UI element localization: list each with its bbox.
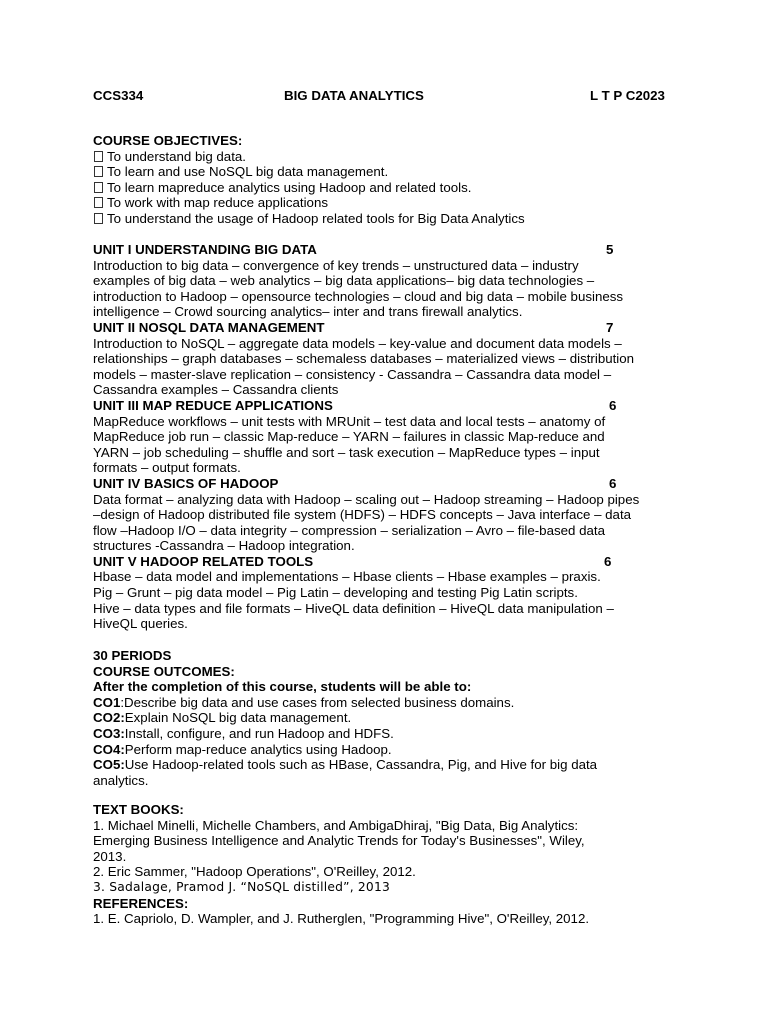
- unit-title: UNIT V HADOOP RELATED TOOLS: [93, 553, 314, 569]
- outcome-item: CO3:Install, configure, and run Hadoop and HDFS.: [93, 725, 394, 741]
- unit-line: –design of Hadoop distributed file system (HDFS) – HDFS concepts – Java interface – data: [93, 507, 632, 523]
- outcome-item: CO5:Use Hadoop-related tools such as HBase, Cassandra, Pig, and Hive for big data: [93, 757, 598, 773]
- unit-hours: 7: [606, 319, 614, 335]
- total-periods: 30 PERIODS: [93, 648, 172, 663]
- unit-line: introduction to Hadoop – opensource technologies – cloud and big data – mobile business: [93, 288, 624, 304]
- unit-heading: [93, 476, 693, 492]
- bullet-box-icon: [94, 166, 103, 177]
- unit-line: HiveQL queries.: [93, 616, 188, 632]
- text-book-line: Emerging Business Intelligence and Analytic Trends for Today's Businesses", Wiley,: [93, 833, 585, 849]
- unit-line: examples of big data – web analytics – big data applications– big data technologies –: [93, 273, 595, 289]
- objectives-heading: COURSE OBJECTIVES:: [93, 133, 243, 148]
- outcome-continuation: analytics.: [93, 772, 149, 788]
- unit-block: [93, 398, 693, 476]
- course-objectives: [93, 133, 693, 227]
- text-book-line: 3. Sadalage, Pramod J. “NoSQL distilled”, 2013: [93, 879, 391, 894]
- unit-heading: [93, 398, 693, 414]
- bullet-box-icon: [94, 151, 103, 162]
- units-section: [93, 242, 693, 632]
- unit-line: Hbase – data model and implementations – Hbase clients – Hbase examples – praxis.: [93, 569, 601, 585]
- outcome-item: CO4:Perform map-reduce analytics using Hadoop.: [93, 741, 392, 757]
- objective-item: To understand the usage of Hadoop related tools for Big Data Analytics: [93, 211, 693, 227]
- objective-item: To understand big data.: [93, 149, 693, 165]
- unit-line: MapReduce workflows – unit tests with MRUnit – test data and local tests – anatomy of: [93, 413, 606, 429]
- outcomes-heading: COURSE OUTCOMES:: [93, 663, 235, 679]
- course-title: BIG DATA ANALYTICS: [284, 88, 424, 103]
- unit-line: flow –Hadoop I/O – data integrity – compression – serialization – Avro – file-based data: [93, 522, 605, 538]
- unit-line: Hive – data types and file formats – HiveQL data definition – HiveQL data manipulation –: [93, 600, 614, 616]
- outcomes-intro: After the completion of this course, students will be able to:: [93, 679, 472, 695]
- unit-hours: 6: [609, 475, 617, 491]
- unit-block: [93, 242, 693, 320]
- bullet-box-icon: [94, 182, 103, 193]
- unit-block: [93, 554, 693, 632]
- unit-heading: [93, 554, 693, 570]
- outcome-item: CO1:Describe big data and use cases from selected business domains.: [93, 694, 515, 710]
- objective-item: To learn mapreduce analytics using Hadoop and related tools.: [93, 180, 693, 196]
- text-book-line: 1. Michael Minelli, Michelle Chambers, and AmbigaDhiraj, "Big Data, Big Analytics:: [93, 817, 579, 833]
- course-outcomes: [93, 648, 693, 788]
- unit-hours: 6: [604, 553, 612, 569]
- text-books: [93, 802, 693, 927]
- unit-line: Introduction to big data – convergence of key trends – unstructured data – industry: [93, 257, 579, 273]
- unit-line: Pig – Grunt – pig data model – Pig Latin – developing and testing Pig Latin scripts.: [93, 585, 578, 601]
- unit-hours: 6: [609, 397, 617, 413]
- unit-heading: [93, 320, 693, 336]
- unit-title: UNIT III MAP REDUCE APPLICATIONS: [93, 397, 333, 413]
- unit-line: Cassandra examples – Cassandra clients: [93, 382, 339, 398]
- ltpc-credits: L T P C2023: [590, 88, 665, 103]
- text-books-heading: TEXT BOOKS:: [93, 802, 184, 817]
- unit-line: YARN – job scheduling – shuffle and sort – task execution – MapReduce types – input: [93, 444, 600, 460]
- unit-line: relationships – graph databases – schemaless databases – materialized views – distribution: [93, 351, 635, 367]
- text-book-line: 2013.: [93, 848, 127, 864]
- unit-title: UNIT IV BASICS OF HADOOP: [93, 475, 279, 491]
- unit-block: [93, 476, 693, 554]
- unit-line: Introduction to NoSQL – aggregate data models – key-value and document data models –: [93, 335, 622, 351]
- unit-line: structures -Cassandra – Hadoop integration.: [93, 538, 355, 554]
- objective-item: To learn and use NoSQL big data management.: [93, 164, 693, 180]
- unit-hours: 5: [606, 242, 614, 257]
- unit-line: formats – output formats.: [93, 460, 241, 476]
- unit-heading: [93, 242, 693, 258]
- bullet-box-icon: [94, 213, 103, 224]
- unit-line: Data format – analyzing data with Hadoop – scaling out – Hadoop streaming – Hadoop pipes: [93, 491, 640, 507]
- bullet-box-icon: [94, 197, 103, 208]
- unit-line: MapReduce job run – classic Map-reduce – YARN – failures in classic Map-reduce and: [93, 429, 605, 445]
- unit-line: intelligence – Crowd sourcing analytics– inter and trans firewall analytics.: [93, 304, 523, 320]
- text-book-line: 2. Eric Sammer, "Hadoop Operations", O'Reilley, 2012.: [93, 864, 416, 880]
- unit-title: UNIT I UNDERSTANDING BIG DATA: [93, 242, 317, 257]
- references-heading: REFERENCES:: [93, 895, 189, 911]
- course-code: CCS334: [93, 88, 144, 103]
- objective-item: To work with map reduce applications: [93, 195, 693, 211]
- outcome-item: CO2:Explain NoSQL big data management.: [93, 710, 352, 726]
- unit-title: UNIT II NOSQL DATA MANAGEMENT: [93, 319, 325, 335]
- unit-block: [93, 320, 693, 398]
- unit-line: models – master-slave replication – consistency - Cassandra – Cassandra data model –: [93, 366, 612, 382]
- reference-item: 1. E. Capriolo, D. Wampler, and J. Rutherglen, "Programming Hive", O'Reilley, 2012.: [93, 911, 590, 927]
